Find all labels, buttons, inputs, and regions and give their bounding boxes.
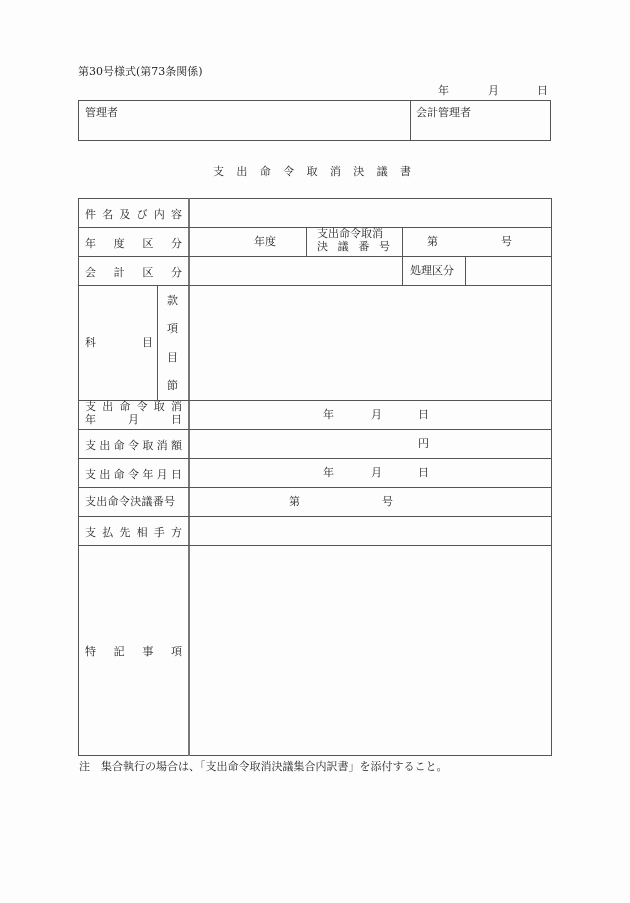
label-char: 容 [170, 208, 182, 221]
label-char: 記 [113, 645, 125, 658]
budget-item-label-2: 目 [142, 336, 153, 349]
label-char: 月 [156, 468, 168, 481]
label-char: 会 [85, 266, 96, 279]
label-char: 先 [119, 526, 131, 539]
label-char: 支 [85, 468, 96, 481]
label-char: 消 [170, 400, 182, 413]
label-char: 出 [99, 439, 111, 452]
order-number-field[interactable] [191, 488, 550, 515]
yen-unit: 円 [418, 437, 429, 450]
label-char: 日 [170, 468, 182, 481]
label-char: 額 [170, 439, 182, 452]
cancel-amount-label [85, 437, 182, 453]
date-day-label: 日 [537, 84, 548, 97]
label-char: 取 [153, 400, 165, 413]
label-char: 支 [85, 526, 96, 539]
number-suffix: 号 [501, 235, 512, 248]
footnote: 注 集合執行の場合は、「支出命令取消決議集合内訳書」を添付すること。 [79, 760, 448, 773]
order-number-label-line1: 支出命令取消 [317, 227, 383, 240]
processing-field[interactable] [467, 257, 550, 284]
title-char: 書 [400, 165, 411, 178]
label-char: 支 [85, 439, 96, 452]
title-char: 決 [353, 165, 365, 178]
label-char: 出 [99, 468, 111, 481]
label-char: 区 [142, 237, 154, 250]
label-char: び [136, 208, 148, 221]
header-date [438, 84, 548, 98]
fiscal-year-suffix: 年度 [254, 235, 276, 248]
label-char: 及 [119, 208, 131, 221]
order-number-label-line2 [317, 241, 390, 253]
order-number-label: 支出命令決議番号 [85, 495, 176, 508]
label-char: 事 [142, 645, 154, 658]
label-char: 項 [170, 645, 182, 658]
label-char: 年 [142, 468, 154, 481]
cell-divider [306, 227, 307, 256]
accounting-label [85, 264, 182, 280]
payee-field[interactable] [191, 517, 550, 544]
order-number-suffix: 号 [382, 495, 393, 508]
label-char: 令 [127, 439, 139, 452]
cancel-date-month: 月 [371, 408, 382, 421]
sub-label-kan: 款 [167, 294, 178, 307]
cancel-amount-field[interactable] [191, 430, 550, 457]
label-char: 度 [113, 237, 125, 250]
label-char: 払 [102, 526, 114, 539]
label-char: 支 [85, 400, 96, 413]
approval-box [78, 100, 551, 141]
subject-label [85, 206, 182, 222]
accounting-manager-seal-field[interactable] [411, 119, 550, 139]
date-year-label: 年 [438, 84, 449, 97]
label-char: 取 [142, 439, 154, 452]
cancel-order-number-field[interactable] [404, 228, 550, 255]
accounting-manager-label: 会計管理者 [416, 106, 471, 119]
cell-divider [402, 227, 403, 285]
manager-label: 管理者 [85, 106, 118, 119]
title-char: 支 [213, 165, 224, 178]
label-char: 命 [113, 439, 125, 452]
fiscal-year-field[interactable] [191, 228, 305, 255]
label-char: 決 [317, 240, 328, 253]
label-char: 相 [136, 526, 148, 539]
label-char: 命 [113, 468, 125, 481]
remarks-field[interactable] [191, 546, 550, 754]
label-char: 名 [102, 208, 114, 221]
label-char: 分 [170, 237, 182, 250]
number-prefix: 第 [427, 235, 438, 248]
sub-column-divider [157, 285, 158, 400]
title-char: 消 [329, 165, 341, 178]
budget-item-field[interactable] [191, 286, 550, 399]
title-char: 議 [376, 165, 388, 178]
label-char: 日 [171, 413, 182, 426]
label-char: 出 [102, 400, 114, 413]
label-char: 月 [128, 413, 139, 426]
date-month-label: 月 [488, 84, 499, 97]
payee-label [85, 524, 182, 540]
remarks-label [85, 643, 182, 659]
label-column-divider [188, 198, 190, 756]
label-char: 号 [378, 240, 390, 253]
form-number: 第30号様式(第73条関係) [78, 65, 203, 78]
order-date-year: 年 [323, 466, 334, 479]
order-date-day: 日 [418, 466, 429, 479]
label-char: 議 [337, 240, 349, 253]
sub-label-setsu: 節 [167, 379, 178, 392]
cancel-date-label-line2 [85, 414, 182, 426]
order-date-label [85, 466, 182, 482]
sub-label-kou: 項 [167, 322, 178, 335]
document-title [213, 163, 411, 177]
sub-label-moku: 目 [167, 351, 178, 364]
label-char: 計 [113, 266, 125, 279]
cancel-date-day: 日 [418, 408, 429, 421]
label-char: 命 [119, 400, 131, 413]
label-char: 方 [170, 526, 182, 539]
label-char: 番 [358, 240, 370, 253]
label-char: 内 [153, 208, 165, 221]
fiscal-year-label [85, 235, 182, 251]
label-char: 件 [85, 208, 96, 221]
cancel-date-label-line1 [85, 401, 182, 413]
label-char: 年 [85, 237, 96, 250]
title-char: 命 [259, 165, 271, 178]
title-char: 取 [306, 165, 318, 178]
label-char: 特 [85, 645, 96, 658]
processing-label: 処理区分 [410, 264, 454, 277]
label-char: 年 [85, 413, 96, 426]
title-char: 出 [236, 165, 248, 178]
title-char: 令 [283, 165, 295, 178]
label-char: 分 [170, 266, 182, 279]
order-number-prefix: 第 [289, 495, 300, 508]
label-char: 手 [153, 526, 165, 539]
order-date-month: 月 [371, 466, 382, 479]
budget-item-label-1: 科 [85, 336, 96, 349]
label-char: 令 [136, 400, 148, 413]
label-char: 令 [127, 468, 139, 481]
manager-seal-field[interactable] [79, 119, 409, 139]
cancel-date-year: 年 [323, 408, 334, 421]
label-char: 区 [142, 266, 154, 279]
cell-divider [465, 256, 466, 285]
accounting-field[interactable] [191, 257, 401, 284]
subject-field[interactable] [191, 199, 550, 226]
label-char: 消 [156, 439, 168, 452]
